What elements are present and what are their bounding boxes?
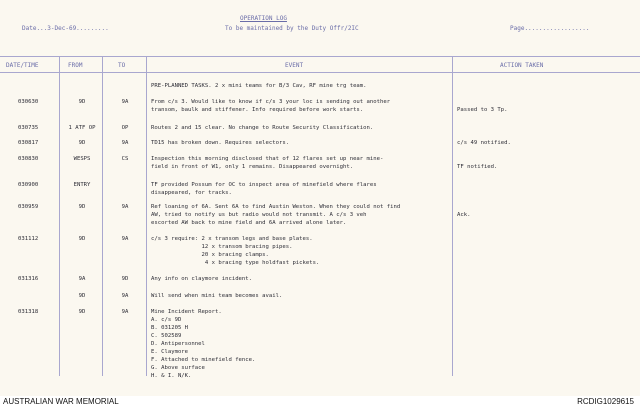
entry-event (151, 275, 471, 283)
header-bottom-rule (0, 72, 640, 73)
col-header-action: ACTION TAKEN (500, 62, 544, 69)
event-line: C. 502589 (151, 333, 182, 339)
col-header-datetime: DATE/TIME (6, 62, 39, 69)
entry-to: 9A (121, 309, 129, 315)
col-header-from: FROM (68, 62, 83, 69)
entry-time: 030959 (18, 204, 39, 210)
entry-to: 9A (121, 99, 129, 105)
event-line: disappeared, for tracks. (151, 190, 232, 196)
entry-from: ENTRY (73, 182, 91, 188)
entry-from: 9D (78, 236, 86, 242)
entry-event (151, 292, 471, 300)
entry-from: 1 ATF OP (68, 125, 96, 131)
col-header-event: EVENT (285, 62, 304, 69)
event-line: AW, tried to notify us but radio would not transmit. A c/s 3 veh (151, 212, 367, 218)
entry-to: 9A (121, 293, 129, 299)
table-row (0, 155, 640, 175)
entry-action: Passed to 3 Tp. (457, 107, 508, 113)
archive-credit: AUSTRALIAN WAR MEMORIAL (3, 397, 119, 406)
archive-id: RCDIG1029615 (577, 397, 634, 406)
event-line: Inspection this morning disclosed that of 12 flares set up near mine- (151, 156, 384, 162)
table-row (0, 203, 640, 226)
entry-event (151, 139, 471, 147)
entry-event (151, 203, 471, 227)
entry-from: 9D (78, 309, 86, 315)
entry-action: TF notified. (457, 164, 498, 170)
entry-action: Ack. (457, 212, 471, 218)
event-line: 20 x bracing clamps. (151, 252, 269, 258)
entry-time: 030900 (18, 182, 39, 188)
entry-event (151, 82, 471, 90)
entry-to: 9A (121, 204, 129, 210)
entry-event (151, 308, 471, 380)
entry-event (151, 124, 471, 132)
log-subtitle: To be maintained by the Duty Offr/2IC (225, 25, 359, 32)
event-line: Any info on claymore incident. (151, 276, 253, 282)
entry-time: 030830 (18, 156, 39, 162)
entry-from: 9D (78, 293, 86, 299)
entry-to: 9A (121, 140, 129, 146)
col-header-to: TO (118, 62, 126, 69)
entry-to: 9A (121, 236, 129, 242)
event-line: 4 x bracing type holdfast pickets. (151, 260, 320, 266)
entry-from: 9D (78, 204, 86, 210)
event-line: A. c/s 9D (151, 317, 182, 323)
event-line: F. Attached to minefield fence. (151, 357, 256, 363)
entry-to: 9D (121, 276, 129, 282)
event-line: field in front of W1, only 1 remains. Disappeared overnight. (151, 164, 354, 170)
event-line: D. Antipersonnel (151, 341, 205, 347)
table-row (0, 181, 640, 201)
table-row (0, 98, 640, 118)
event-line: 12 x transom bracing pipes. (151, 244, 293, 250)
entry-from: WESPS (73, 156, 91, 162)
event-line: H. & I. N/K. (151, 373, 192, 379)
entry-time: 030817 (18, 140, 39, 146)
entry-time: 031112 (18, 236, 39, 242)
event-line: Mine Incident Report. (151, 309, 222, 315)
log-title: OPERATION LOG (240, 15, 287, 22)
entry-time: 031316 (18, 276, 39, 282)
event-line: TF provided Possum for OC to inspect area of minefield where flares (151, 182, 377, 188)
entry-event (151, 181, 471, 197)
entry-time: 030630 (18, 99, 39, 105)
entry-action: c/s 49 notified. (457, 140, 511, 146)
event-line: Will send when mini team becomes avail. (151, 293, 283, 299)
event-line: TD15 has broken down. Requires selectors. (151, 140, 290, 146)
table-row (0, 308, 640, 379)
entry-from: 9A (78, 276, 86, 282)
event-line: E. Claymore (151, 349, 189, 355)
table-row (0, 235, 640, 266)
event-line: PRE-PLANNED TASKS. 2 x mini teams for B/3 Cav, RF mine trg team. (151, 83, 367, 89)
entry-event (151, 98, 471, 114)
entry-event (151, 235, 471, 267)
event-line: Ref loaning of 6A. Sent 6A to find Austin Weston. When they could not find (151, 204, 401, 210)
event-line: G. Above surface (151, 365, 205, 371)
entry-time: 030735 (18, 125, 39, 131)
log-date: Date...3-Dec-69......... (22, 25, 109, 32)
event-line: B. 031205 H (151, 325, 189, 331)
entry-to: CS (121, 156, 129, 162)
event-line: From c/s 3. Would like to know if c/s 3 your loc is sending out another (151, 99, 391, 105)
event-line: transom, baulk and stiffener. Info required before work starts. (151, 107, 364, 113)
event-line: escorted AW back to mine field and 6A arrived alone later. (151, 220, 347, 226)
entry-time: 031318 (18, 309, 39, 315)
event-line: Routes 2 and 15 clear. No change to Route Security Classification. (151, 125, 374, 131)
entry-event (151, 155, 471, 171)
entry-from: 9D (78, 140, 86, 146)
log-page-number: Page.................. (510, 25, 590, 32)
entry-from: 9D (78, 99, 86, 105)
entry-to: OP (121, 125, 129, 131)
event-line: c/s 3 require: 2 x transom legs and base plates. (151, 236, 313, 242)
table-top-rule (0, 56, 640, 57)
